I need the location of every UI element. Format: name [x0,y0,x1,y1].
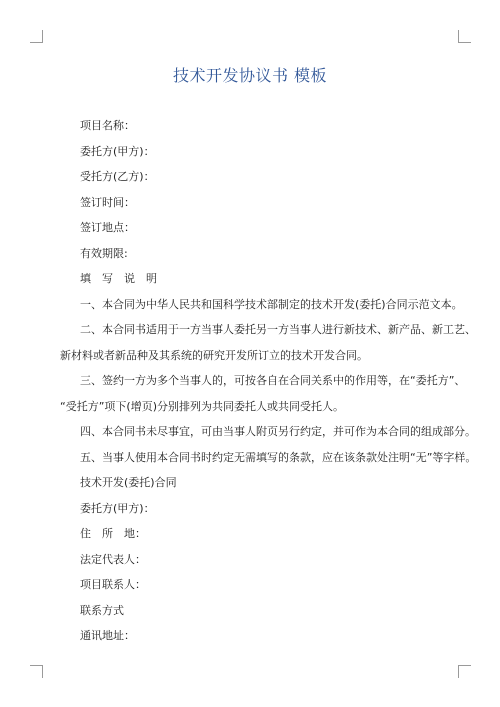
field-sign-place: 签订地点： [80,221,135,234]
field-client: 委托方(甲方)： [80,144,155,158]
field-project-name: 项目名称： [80,119,135,132]
instruction-3: 三、签约一方为多个当事人的，可按各自在合同关系中的作用等，在“委托方”、 [80,374,466,387]
instruction-2: 二、本合同书适用于一方当事人委托另一方当事人进行新技术、新产品、新工艺、 [80,323,476,336]
field-project-contact: 项目联系人： [80,578,146,591]
instruction-4: 四、本合同书未尽事宜，可由当事人附页另行约定，并可作为本合同的组成部分。 [80,425,476,438]
section-heading-instructions: 填 写 说 明 [80,272,157,285]
instruction-5: 五、当事人使用本合同书时约定无需填写的条款，应在该条款处注明“无”等字样。 [80,450,477,464]
instruction-2-cont: 新材料或者新品种及其系统的研究开发所订立的技术开发合同。 [60,348,368,362]
field-contractor: 受托方(乙方)： [80,170,155,183]
field-address: 住 所 地： [80,527,146,540]
crop-mark-top-right [458,30,471,43]
instruction-1: 一、本合同为中华人民共和国科学技术部制定的技术开发(委托)合同示范文本。 [80,297,463,311]
field-sign-time: 签订时间： [80,195,135,209]
instruction-3-cont: “受托方”项下(增页)分别排列为共同委托人或共同受托人。 [60,399,344,413]
crop-mark-bottom-left [30,665,43,678]
document-body [60,113,477,649]
field-legal-rep: 法定代表人： [80,552,146,566]
crop-mark-bottom-right [458,665,471,678]
contract-heading: 技术开发(委托)合同 [80,476,177,489]
field-contact-method: 联系方式 [80,603,124,617]
document-title: 技术开发协议书 模板 [172,66,328,85]
field-mailing-address: 通讯地址： [80,629,135,642]
field-validity: 有效期限: [80,246,128,260]
field-client-2: 委托方(甲方)： [80,501,155,515]
crop-mark-top-left [30,30,43,43]
